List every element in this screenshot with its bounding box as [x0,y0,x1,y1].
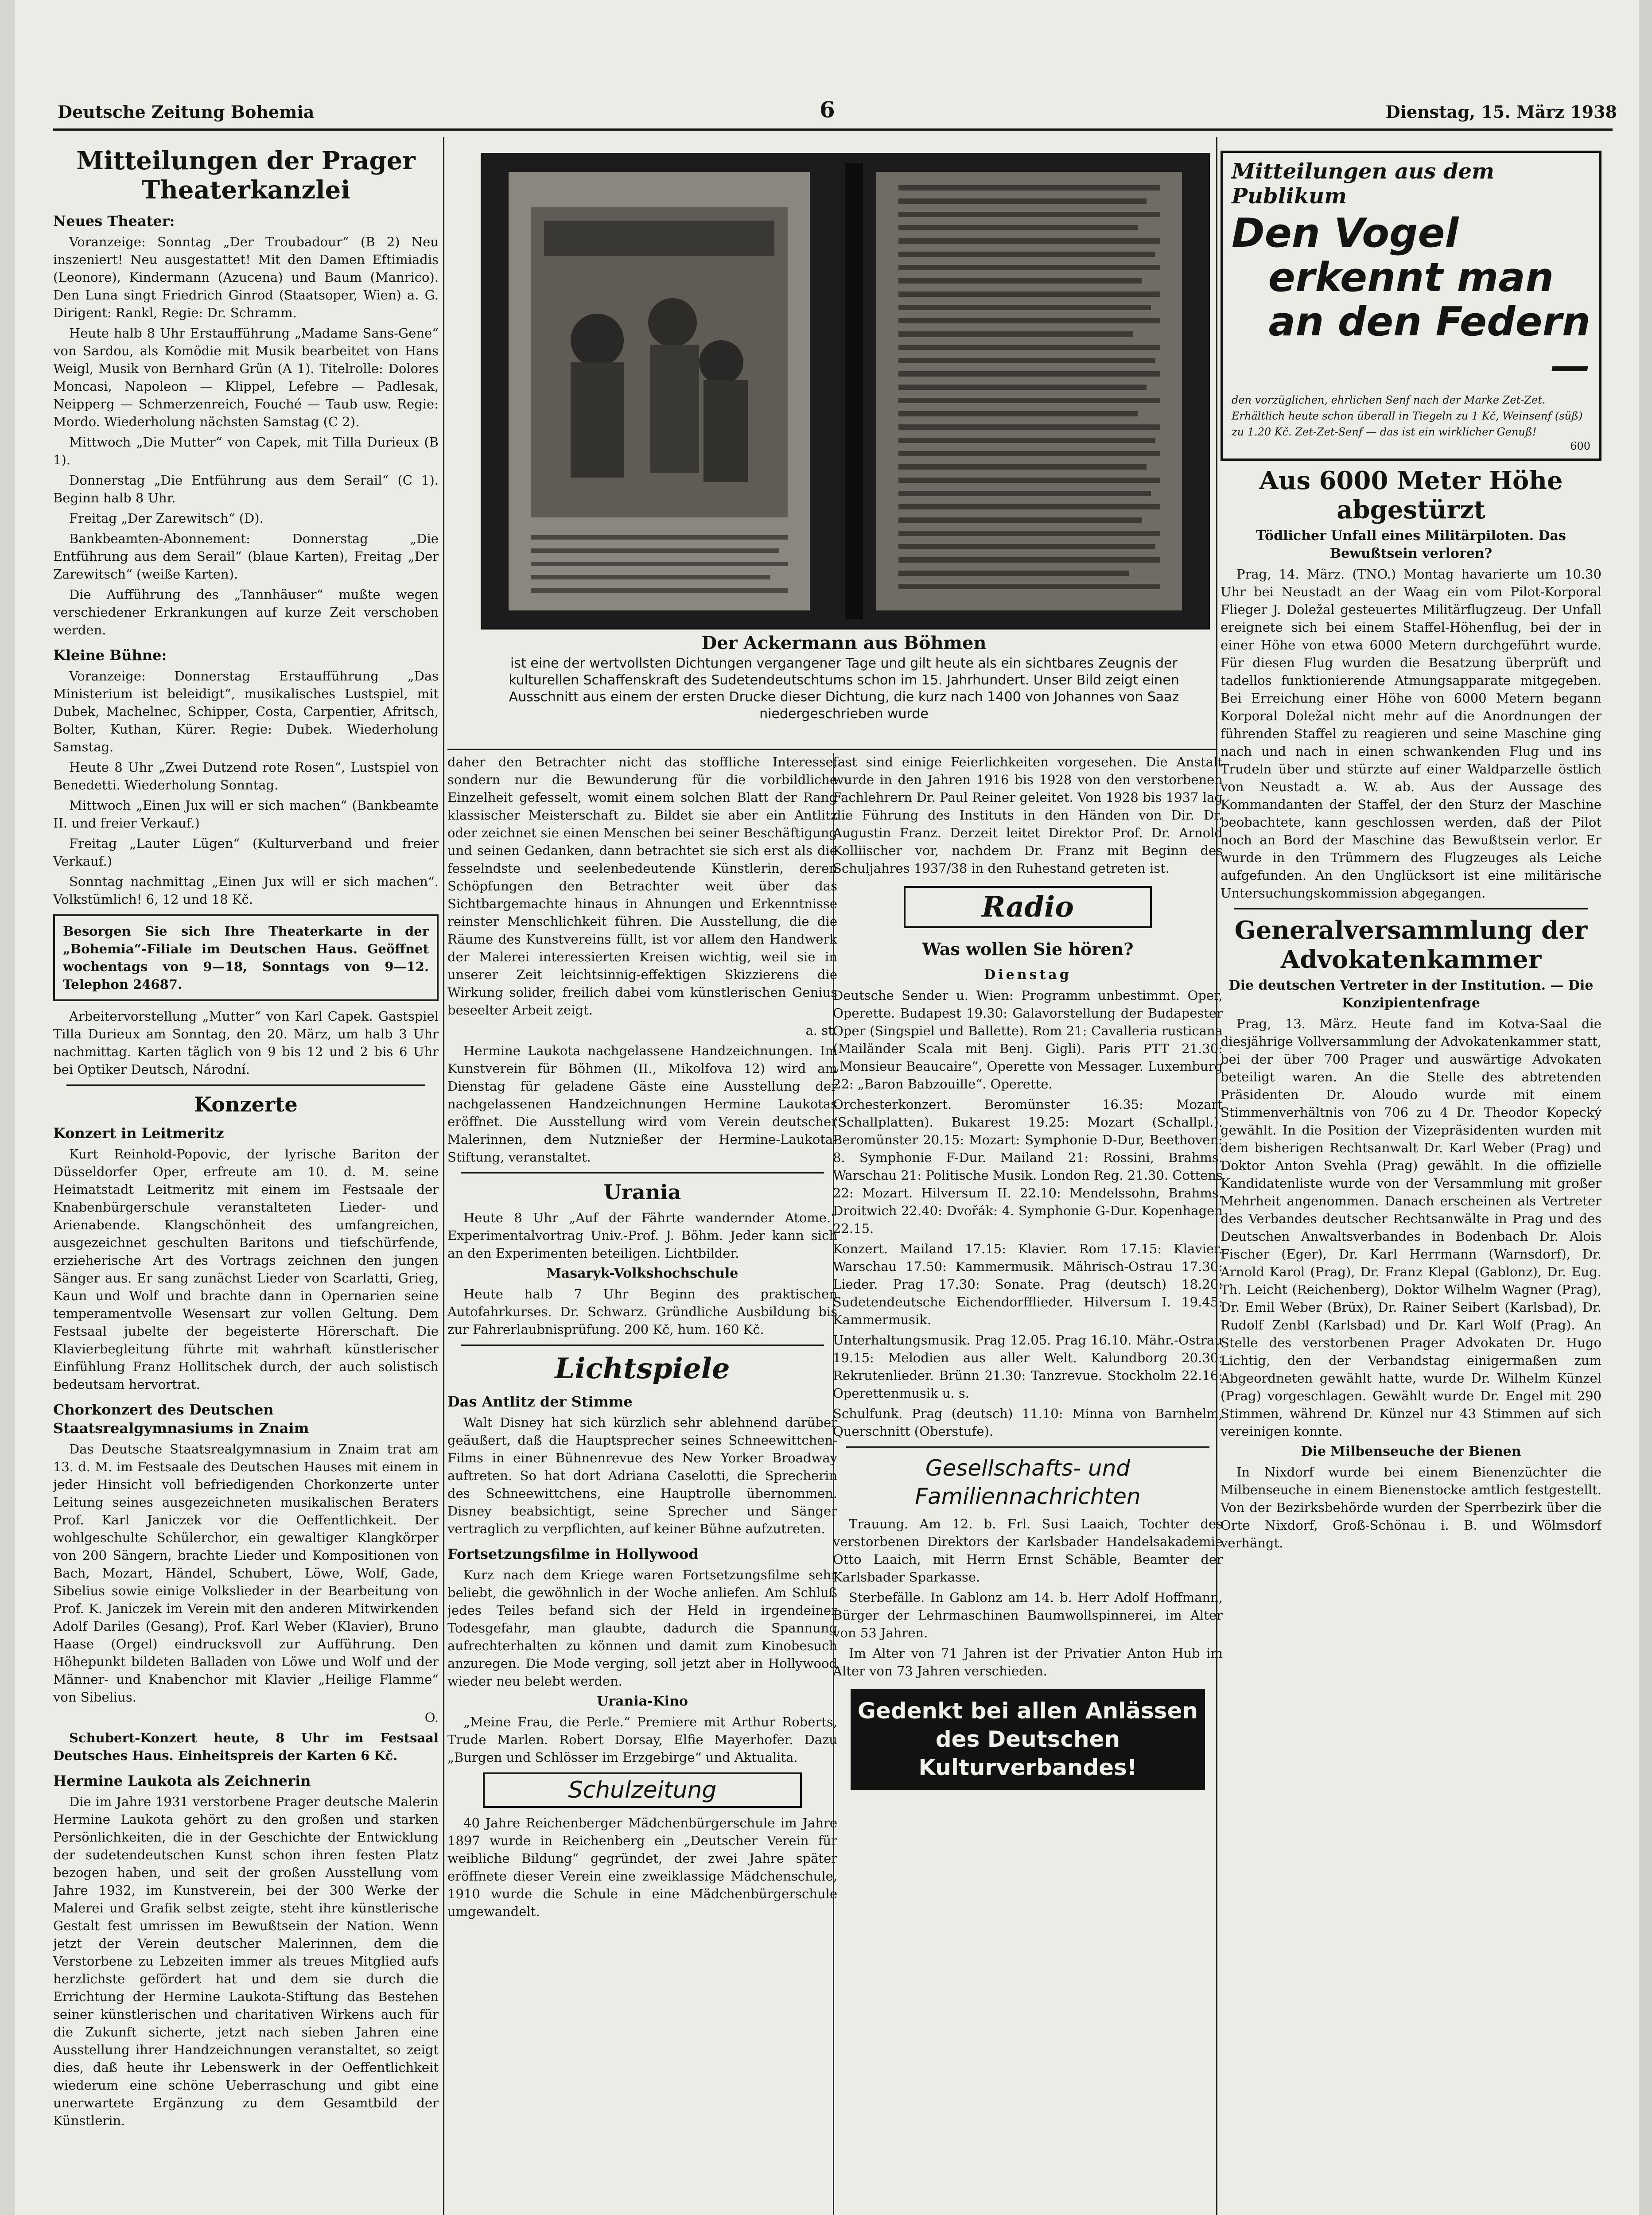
section-title: Radio [904,886,1152,928]
column-culture [447,753,837,2215]
divider [1234,908,1588,909]
article-subheadline: Tödlicher Unfall eines Militärpiloten. Das Bewußtsein verloren? [1256,528,1566,561]
article-paragraph: Kurt Reinhold-Popovic, der lyrische Bariton der Düsseldorfer Oper, erfreute am 10. d. M. seine Heimatstadt Leitmeritz mit einem im Festsaale der Knabenbürgerschule veranstalteten Lieder- und Arienabende. Klangschönheit des umfangreichen, ausgezeichnet geschulten Baritons und tiefschürfende, erzieherische Art des Vortrags zeichnen den jungen Sänger aus. Er sang zunächst Lieder von Scarlatti, Grieg, Kaun und Wolf und brachte dann in Opernarien seine temperamentvolle Wesensart zur vollen Geltung. Dem Festsaal jubelte der begeisterte Hörerschaft. Die Klavierbegleitung führte mit wahrhaft künstlerischer Einfühlung Franz Hollitschek durch, der auch solistisch bedeutsam hervortrat. [53,1146,439,1392]
ad-headline: an den Federn — [1268,299,1590,389]
divider [846,1446,1209,1448]
column-radio [833,753,1223,2215]
section-title: Schulzeitung [483,1772,802,1808]
paper-name: Deutsche Zeitung Bohemia [58,102,315,122]
article-paragraph: daher den Betrachter nicht das stoffliche Interesse, sondern nur die Bewunderung für die vorbildliche Einzelheit gefesselt, womit einem solchen Blatt der Rang klassischer Meisterschaft zu. Bildet sie aber ein Antlitz oder zeichnet sie einen Menschen bei seiner Beschäftigung und seinen Gedanken, dann betrachtet sie sich erst als die fesselndste und seelenbedeutende Künstlerin, deren Schöpfungen den Betrachter weit über das Sichtbargemachte hinaus in Ahnungen und Erkenntnisse reinster Menschlichkeit führen. Die Ausstellung, die die Räume des Kunstvereins füllt, ist vor allem den Handwerk der Malerei interessierten Kreisen wichtig, weil sie in unserer Zeit leichtsinnig-effektigen Skizzierens die Wirkung solider, freilich dabei vom künstlerischen Genius beseelter Arbeit zeigt. [447,754,837,1018]
article-paragraph: Freitag „Der Zarewitsch“ (D). [69,511,264,526]
article-paragraph: Sonntag nachmittag „Einen Jux will er sich machen“. Volkstümlich! 6, 12 und 18 Kč. [53,874,439,907]
page-edge-right [1639,0,1652,2215]
page-number: 6 [820,97,835,123]
article-paragraph: Mittwoch „Einen Jux will er sich machen“ (Bankbeamte II. und freier Verkauf.) [53,798,439,831]
article-paragraph: Hermine Laukota nachgelassene Handzeichnungen. Im Kunstverein für Böhmen (II., Mikolfova 12) wird am Dienstag für geladene Gäste eine Ausstellung der nachgelassenen Handzeichnungen Hermine Laukotas eröffnet. Die Ausstellung wird vom Verein deutscher Malerinnen, dem Nutznießer der Hermine-Laukota-Stiftung, veranstaltet. [447,1043,837,1165]
article-paragraph: Heute halb 7 Uhr Beginn des praktischen Autofahrkurses. Dr. Schwarz. Gründliche Ausbildung bis zur Fahrerlaubnisprüfung. 200 Kč, hum. 160 Kč. [447,1286,837,1337]
article-title: Hermine Laukota als Zeichnerin [53,1772,311,1789]
divider [461,1172,824,1174]
picture-bottom-rule [447,749,1216,750]
ad-code: 600 [1570,440,1590,452]
culture-association-banner: Gedenkt bei allen Anlässen des Deutschen Kulturverbandes! [851,1689,1205,1790]
article-subheadline: Die deutschen Vertreter in der Institution. — Die Konzipientenfrage [1228,978,1594,1011]
article-paragraph: Im Alter von 71 Jahren ist der Privatier Anton Hub im Alter von 73 Jahren verschieden. [833,1646,1223,1679]
subheading: Kleine Bühne: [53,647,167,664]
article-paragraph: In Nixdorf wurde bei einem Bienenzüchter die Milbenseuche in einem Bienenstocke amtlich festgestellt. Von der Bezirksbehörde wurden der Sperrbezirk über die Orte Nixdorf, Groß-Schönau i. B. und Wölmsdorf verhängt. [1221,1465,1601,1550]
column-theater [53,142,439,2215]
section-title: Konzerte [194,1092,298,1116]
article-paragraph: 40 Jahre Reichenberger Mädchenbürgerschule im Jahre 1897 wurde in Reichenberg ein „Deutscher Verein für weibliche Bildung“ gegründet, der zwei Jahre später eröffnete dieser Verein eine zweiklassige Mädchenschule, 1910 wurde die Schule in eine Mädchenbürgerschule umgewandelt. [447,1815,837,1919]
article-paragraph: Das Deutsche Staatsrealgymnasium in Znaim trat am 13. d. M. im Festsaale des Deutschen Hauses mit einem in jeder Hinsicht voll befriedigenden Chorkonzerte unter Leitung seines ausgezeichneten musikalischen Beraters Prof. Karl Janiczek vor die Oeffentlichkeit. Der wohlgeschulte Schülerchor, ein gewaltiger Klangkörper von 200 Sängern, brachte Lieder und Kompositionen von Bach, Mozart, Händel, Schubert, Löwe, Wolf, Gade, Sibelius sowie einige Volkslieder in der Bearbeitung von Prof. K. Janiczek im Verein mit den anderen Mitwirkenden Adolf Dariles (Gesang), Prof. Karl Weber (Klavier), Bruno Haase (Orgel) eindrucksvoll zur Aufführung. Den Höhepunkt bildeten Balladen von Löwe und Wolf und der Männer- und Knabenchor mit Klavier „Heilige Flamme“ von Sibelius. [53,1442,439,1705]
article-paragraph: „Meine Frau, die Perle.“ Premiere mit Arthur Roberts, Trude Marlen. Robert Dorsay, Elfie Mayerhofer. Dazu „Burgen und Schlösser im Erzgebirge“ und Aktualita. [447,1714,837,1765]
ticket-notice: Besorgen Sie sich Ihre Theaterkarte in der „Bohemia“-Filiale im Deutschen Haus. Geöffnet wochentags von 9—18, Sonntags von 9—12. Telephon 24687. [63,924,429,992]
mustard-advertisement [1221,151,1601,461]
author-sign: O. [424,1710,439,1725]
ad-headline: erkennt man [1268,254,1554,301]
page-edge-left [0,0,15,2215]
article-title: Masaryk-Volkshochschule [546,1266,739,1281]
article-paragraph: Die Aufführung des „Tannhäuser“ mußte wegen verschiedener Erkrankungen auf kurze Zeit verschoben werden. [53,587,439,637]
radio-program: Konzert. Mailand 17.15: Klavier. Rom 17.15: Klavier. Warschau 17.50: Kammermusik. Mährisch-Ostrau 17.30: Lieder. Prag 17.30: Sonate. Prag (deutsch) 18.20: Sudetendeutsche Eichendorfflieder. Hilversum I. 19.45: Kammermusik. [833,1241,1223,1327]
article-paragraph: Voranzeige: Donnerstag Erstaufführung „Das Ministerium ist beleidigt“, musikalisches Lustspiel, mit Dubek, Machelnec, Schipper, Costa, Carpentier, Afritsch, Bolter, Kuthan, Kürer. Regie: Dubek. Wiederholung Samstag. [53,668,439,754]
article-paragraph: fast sind einige Feierlichkeiten vorgesehen. Die Anstalt wurde in den Jahren 1916 bis 1928 von den verstorbenen Fachlehrern Dr. Paul Reiner geleitet. Von 1928 bis 1937 lag die Führung des Instituts in den Händen von Dir. Dr. Augustin Franz. Derzeit leitet Direktor Prof. Dr. Arnold Kolliischer vor, nachdem Dr. Franz mit Beginn des Schuljahres 1937/38 in den Ruhestand getreten ist. [833,754,1223,876]
article-title: Chorkonzert des Deutschen Staatsrealgymnasiums in Znaim [53,1401,309,1437]
article-paragraph: Donnerstag „Die Entführung aus dem Serail“ (C 1). Beginn halb 8 Uhr. [53,473,439,505]
article-paragraph: Mittwoch „Die Mutter“ von Capek, mit Tilla Durieux (B 1). [53,435,439,467]
subheading: Neues Theater: [53,213,175,229]
issue-date: Dienstag, 15. März 1938 [1385,102,1617,122]
article-title: Urania-Kino [597,1694,688,1709]
article-paragraph: Die im Jahre 1931 verstorbene Prager deutsche Malerin Hermine Laukota gehört zu den großen und starken Persönlichkeiten, die in der Geschichte der Entwicklung der sudetendeutschen Kunst schon ihren festen Platz bezogen haben, und seit der großen Ausstellung vom Jahre 1932, im Kunstverein, bei der 300 Werke der Malerei und Grafik selbst zeigte, steht ihre künstlerische Gestalt fest umrissen im Bewußtsein der Nation. Wenn jetzt der Verein deutscher Malerinnen, dem die Verstorbene zu Lebzeiten immer als treues Mitglied aufs herzlichste gefördert hat und dem sie durch die Errichtung der Hermine Laukota-Stiftung das Bestehen seiner künstlerischen und charitativen Wirkens auch für die Zukunft sicherte, jetzt nach sieben Jahren eine Ausstellung ihrer Handzeichnungen veranstaltet, so zeigt dies, daß heute ihr Lebenswerk in der Oeffentlichkeit wiederum eine schöne Ueberraschung und gibt eine unerwartete Ergänzung zu dem Gesamtbild der Künstlerin. [53,1794,439,2128]
section-title: Mitteilungen der Prager Theaterkanzlei [76,146,416,205]
author-sign: a. st. [805,1023,837,1038]
ad-headline: Den Vogel [1232,210,1459,256]
article-headline: Aus 6000 Meter Höhe abgestürzt [1259,466,1563,525]
article-paragraph: Voranzeige: Sonntag „Der Troubadour“ (B 2) Neu inszeniert! Neu ausgestattet! Mit den Damen Eftimiadis (Leonore), Kindermann (Azucena) und Baum (Manrico). Den Luna singt Friedrich Ginrod (Staatsoper, Wien) a. G. Dirigent: Rankl, Regie: Dr. Schramm. [53,234,439,320]
ticket-notice-box [53,914,439,1001]
article-paragraph: Trauung. Am 12. b. Frl. Susi Laaich, Tochter des verstorbenen Direktors der Karlsbader Handelsakademie Otto Laaich, mit Herrn Ernst Schäble, Beamter der Karlsbader Sparkasse. [833,1516,1223,1585]
ad-text: den vorzüglichen, ehrlichen Senf nach der Marke Zet-Zet. Erhältlich heute schon überall in Tiegeln zu 1 Kč, Weinsenf (süß) zu 1.20 Kč. Zet-Zet-Senf — das ist ein wirklicher Genuß! [1232,394,1583,438]
article-title: Die Milbenseuche der Bienen [1301,1444,1521,1459]
woodcut-illustration [482,154,1209,628]
article-paragraph: Heute 8 Uhr „Auf der Fährte wandernder Atome.“ Experimentalvortrag Univ.-Prof. J. Böhm. Jeder kann sich an den Experimenten beteiligen. Lichtbilder. [447,1210,837,1261]
radio-program: Deutsche Sender u. Wien: Programm unbestimmt. Oper, Operette. Budapest 19.30: Galavorstellung der Budapester Oper (Singspiel und Ballette). Rom 21: Cavalleria rusticana (Mailänder Scala mit Benj. Gigli). Paris PTT 21.30: „Monsieur Beaucaire“, Operette von Messager. Luxemburg 22: „Baron Babzouille“. Operette. [833,988,1223,1092]
caption-title: Der Ackermann aus Böhmen [701,633,987,653]
header-rule [53,128,1613,131]
radio-program: Orchesterkonzert. Beromünster 16.35: Mozart (Schallplatten). Bukarest 19.25: Mozart (Schallpl.). Beromünster 20.15: Mozart: Symphonie D-Dur, Beethoven: 8. Symphonie F-Dur. Mailand 21: Rossini, Brahms. Warschau 21: Politische Musik. London Reg. 21.30. Cottens 22: Mozart. Hilversum II. 22.10: Mendelssohn, Brahms. Droitwich 22.40: Dvořák: 4. Symphonie G-Dur. Kopenhagen 22.15. [833,1097,1223,1236]
article-title: Was wollen Sie hören? [922,939,1134,959]
section-title: Urania [603,1180,681,1204]
article-paragraph: Prag, 14. März. (TNO.) Montag havarierte um 10.30 Uhr bei Neustadt an der Waag ein vom Pilot-Korporal Flieger J. Doležal gesteuertes Militärflugzeug. Der Unfall ereignete sich bei einem Staffel-Höhenflug, bei der in einer Höhe von etwa 6000 Metern durchgeführt wurde. Für diesen Flug wurden die Besatzung überprüft und tadellos funktionierende Atmungsapparate mitgegeben. Bei Erreichung einer Höhe von 6000 Metern begann Korporal Doležal nicht mehr auf die Anordnungen der führenden Staffel zu reagieren und seine Maschine ging nach und nach in einen schwankenden Flug und ins Trudeln über und stürzte auf einer Waldparzelle östlich von Neustadt a. W. ab. Aus der Aussage des Kommandanten der Staffel, der den Sturz der Maschine beobachtete, kann geschlossen werden, daß der Pilot noch an Bord der Maschine das Bewußtsein verlor. Er wurde in den Trümmern des Flugzeuges als Leiche aufgefunden. An den Unglücksort ist eine militärische Untersuchungskommission abgegangen. [1221,567,1601,901]
article-title: Fortsetzungsfilme in Hollywood [447,1546,699,1562]
column-news [1221,151,1601,2215]
article-paragraph: Prag, 13. März. Heute fand im Kotva-Saal die diesjährige Vollversammlung der Advokatenkammer statt, bei der über 700 Prager und auswärtige Advokaten beteiligt waren. An die Stelle des abtretenden Präsidenten Dr. Aloudo wurde mit einem Stimmenverhältnis von 706 zu 4 Dr. Theodor Kopecký gewählt. In die Position der Vizepräsidenten wurden mit dem bisherigen Rechtsanwalt Dr. Karl Weber (Prag) und Doktor Anton Svehla (Prag) gewählt. In die offizielle Kandidatenliste wurde von der Versammlung mit großer Mehrheit angenommen. Danach erscheinen als Vertreter des Verbandes deutscher Rechtsanwälte in Prag und des Deutschen Anwaltsverbandes in Bodenbach Dr. Alois Fischer (Eger), Dr. Karl Herrmann (Warnsdorf), Dr. Arnold Karol (Prag), Dr. Franz Klepal (Gablonz), Dr. Eug. Th. Leicht (Reichenberg), Doktor Wilhelm Wagner (Prag), Dr. Emil Weber (Brüx), Dr. Rainer Seibert (Karlsbad), Dr. Rudolf Zenbl (Karlsbad) und Dr. Karl Wolf (Prag). An Stelle des verstorbenen Prager Advokaten Dr. Hugo Lichtig, den der Verbandstag einigermaßen zum Abgeordneten gewählt hatte, wurde Dr. Wilhelm Künzel (Prag) vorgeschlagen. Gewählt wurde Dr. Engel mit 290 Stimmen, während Dr. Künzel nur 43 Stimmen auf sich vereinigen konnte. [1221,1016,1601,1439]
woodcut-picture [481,153,1210,630]
article-paragraph: Walt Disney hat sich kürzlich sehr ablehnend darüber geäußert, daß die Hauptsprecher seines Schneewittchen-Films in einer Bühnenrevue des New Yorker Broadway auftreten. So hat dort Adriana Caselotti, die Sprecherin des Schneewittchens, eine Hauptrolle übernommen. Disney beabsichtigt, seine Sprecher und Sänger vertraglich zu verpflichten, auf keiner Bühne aufzutreten. [447,1415,837,1536]
radio-program: Schulfunk. Prag (deutsch) 11.10: Minna von Barnhelm, Querschnitt (Oberstufe). [833,1406,1223,1439]
picture-caption [476,631,1212,746]
caption-text: ist eine der wertvollsten Dichtungen vergangener Tage und gilt heute als ein sichtbares Zeugnis der kulturellen Schaffenskraft des Sudetendeutschtums schon im 15. Jahrhundert. Unser Bild zeigt einen Ausschnitt aus einem der ersten Drucke dieser Dichtung, die kurz nach 1400 von Johannes von Saaz niedergeschrieben wurde [509,656,1179,722]
article-paragraph: Heute 8 Uhr „Zwei Dutzend rote Rosen“, Lustspiel von Benedetti. Wiederholung Sonntag. [53,760,439,793]
article-title: Das Antlitz der Stimme [447,1393,633,1410]
page-header [31,89,1626,123]
article-paragraph: Arbeitervorstellung „Mutter“ von Karl Capek. Gastspiel Tilla Durieux am Sonntag, den 20. März, um halb 3 Uhr nachmittag. Karten täglich von 9 bis 12 und 2 bis 6 Uhr bei Optiker Deutsch, Národní. [53,1009,439,1077]
divider [461,1345,824,1346]
article-paragraph: Heute halb 8 Uhr Erstaufführung „Madame Sans-Gene“ von Sardou, als Komödie mit Musik bearbeitet von Hans Weigl, Musik von Bernhard Grün (A 1). Titelrolle: Dolores Moncasi, Napoleon — Klippel, Lefebre — Padlesak, Neipperg — Schmerzenreich, Fouché — Taub usw. Regie: Mordo. Wiederholung nächsten Samstag (C 2). [53,326,439,429]
article-title: Konzert in Leitmeritz [53,1125,224,1142]
radio-program: Unterhaltungsmusik. Prag 12.05. Prag 16.10. Mähr.-Ostrau 19.15: Melodien aus aller Welt. Kalundborg 20.30: Rekrutenlieder. Brünn 21.30: Tanzrevue. Stockholm 22.16: Operettenmusik u. s. [833,1333,1223,1401]
article-paragraph: Sterbefälle. In Gablonz am 14. b. Herr Adolf Hoffmann, Bürger der Lehrmaschinen Baumwollspinnerei, im Alter von 53 Jahren. [833,1590,1223,1640]
day-label: Dienstag [984,967,1072,983]
article-paragraph: Kurz nach dem Kriege waren Fortsetzungsfilme sehr beliebt, die gewöhnlich in der Woche anliefen. Am Schluß jedes Teiles befand sich der Held in irgendeiner Todesgefahr, man glaubte, dadurch die Spannung aufrechterhalten zu können und damit zum Kinobesuch anzuregen. Die Mode verging, soll jetzt aber in Hollywood wieder neu belebt werden. [447,1567,837,1689]
article-paragraph: Bankbeamten-Abonnement: Donnerstag „Die Entführung aus dem Serail“ (blaue Karten), Freitag „Der Zarewitsch“ (weiße Karten). [53,531,439,582]
section-title: Lichtspiele [555,1352,730,1385]
article-paragraph: Freitag „Lauter Lügen“ (Kulturverband und freier Verkauf.) [53,836,439,869]
divider [66,1084,425,1086]
section-title: Gesellschafts- und Familiennachrichten [915,1455,1141,1509]
ad-heading: Mitteilungen aus dem Publikum [1232,159,1494,209]
article-headline: Generalversammlung der Advokatenkammer [1234,916,1588,974]
column-divider [443,137,444,2215]
article-paragraph: Schubert-Konzert heute, 8 Uhr im Festsaal Deutsches Haus. Einheitspreis der Karten 6 Kč. [53,1730,439,1763]
